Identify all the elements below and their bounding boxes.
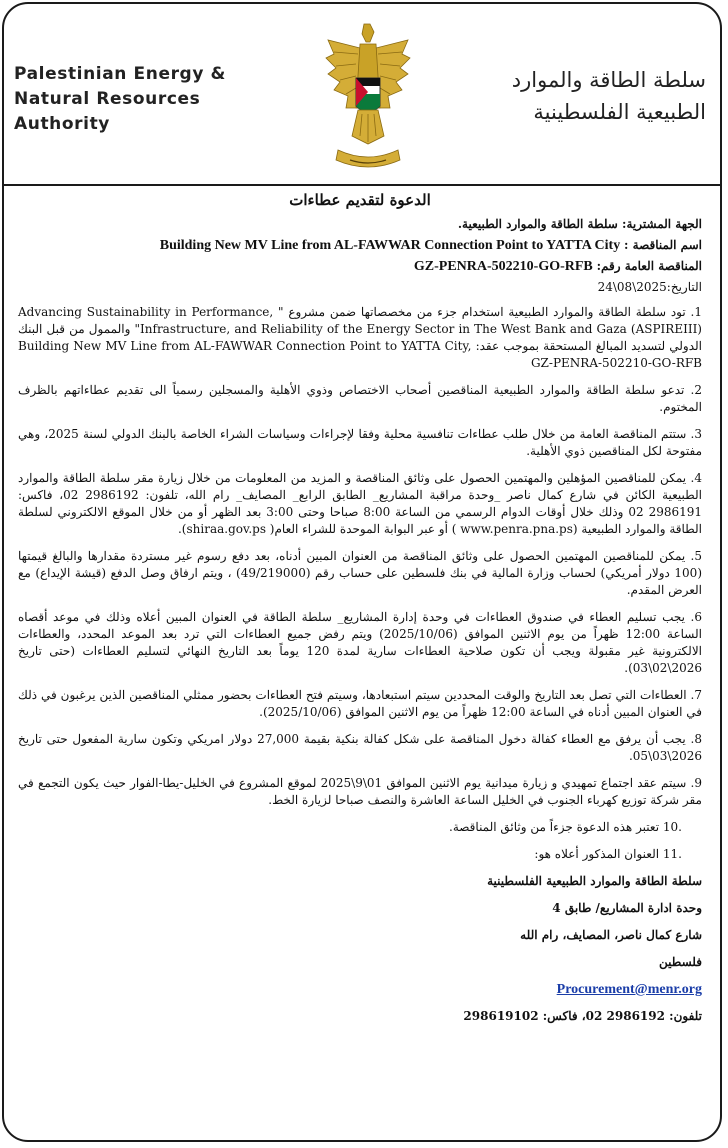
document-page <box>2 2 722 1142</box>
tender-number-line <box>18 258 702 275</box>
paragraph-10: .10 تعتبر هذه الدعوة جزءاً من وثائق المناقصة. <box>449 820 682 834</box>
letterhead <box>4 4 720 184</box>
tender-number-value: GZ-PENRA-502210-GO-RFB <box>413 259 593 274</box>
email-line <box>18 981 702 998</box>
buyer-line: الجهة المشترية: سلطة الطاقة والموارد الطبيعية. <box>457 217 702 231</box>
paragraph-3: 3. ستتم المناقصة العامة من خلال طلب عطاءات تنافسية محلية وفقا لإجراءات وسياسات الشراء الخاصة بالبنك الدولي لسنة 2025، وهي مفتوحة لكل المناقصين ذوي الأهلية. <box>18 427 702 458</box>
tender-notice-body <box>18 192 702 1035</box>
paragraph-5: 5. يمكن للمناقصين المهتمين الحصول على وثائق المناقصة من العنوان المبين أدناه، بعد دفع رسوم غير مستردة مقدارها والبالغ قيمتها (100 دولار أمريكي) لحساب وزارة المالية في بنك فلسطين على حساب رقم (49/219000) ، ويتم ارفاق وصل الدفع (قيشة الإيداع) مع العرض المقدم. <box>18 549 702 597</box>
tender-number-label: المناقصة العامة رقم: <box>596 259 702 273</box>
tender-name-value: Building New MV Line from AL-FAWWAR Connection Point to YATTA City <box>159 238 621 253</box>
address-line-2: وحدة ادارة المشاريع/ طابق 4 <box>552 901 702 915</box>
notice-title: الدعوة لتقديم عطاءات <box>289 191 431 209</box>
authority-name-english: Palestinian Energy & Natural Resources Authority <box>14 64 226 134</box>
tender-name-line <box>18 237 702 254</box>
address-line-3: شارع كمال ناصر، المصايف، رام الله <box>520 928 702 942</box>
paragraph-9: 9. سيتم عقد اجتماع تمهيدي و زيارة ميدانية يوم الاثنين الموافق 01\9\2025 لموقع المشروع في الخليل-يطا-الفوار حيث يكون التجمع في مقر شركة توزيع كهرباء الجنوب في الخليل الساعة العاشرة والنصف صباحا لزيارة الخط. <box>18 776 702 807</box>
paragraph-2: 2. تدعو سلطة الطاقة والموارد الطبيعية المناقصين أصحاب الاختصاص وذوي الأهلية والمسجلين رسمياً الى تقديم عطاءاتهم بالظرف المختوم. <box>18 383 702 414</box>
header-divider <box>4 184 720 186</box>
paragraph-7: 7. العطاءات التي تصل بعد التاريخ والوقت المحددين سيتم استبعادها، وسيتم فتح العطاءات بحضور ممثلي المناقصين الذين يرغبون في ذلك في العنوان المبين أدناه في الساعة 12:00 ظهراً من يوم الاثنين الموافق (2025/10/06). <box>18 688 702 719</box>
notice-date: التاريخ:2025\08\24 <box>597 280 702 294</box>
address-line-4: فلسطين <box>658 955 702 969</box>
phone-fax-line: تلفون: 2986192 02، فاكس: 298619102 <box>463 1009 702 1023</box>
address-line-1: سلطة الطاقة والموارد الطبيعية الفلسطينية <box>487 874 702 888</box>
paragraph-6: 6. يجب تسليم العطاء في صندوق العطاءات في وحدة إدارة المشاريع_ سلطة الطاقة في العنوان المبين أعلاه وذلك في موعد أقصاه الساعة 12:00 ظهراً من يوم الاثنين الموافق (2025/10/06) ويتم رفض جميع العطاءات التي ترد بعد الموعد المحدد، والعطاءات الالكترونية غير مقبولة ويجب أن تكون صلاحية العطاءات سارية لمدة 120 يوماً بعد التاريخ النهائي لتسليم العطاءات (حتى تاريخ 2026\02\03). <box>18 610 702 675</box>
paragraph-1: 1. تود سلطة الطاقة والموارد الطبيعية استخدام جزء من مخصصاتها ضمن مشروع " Advancing Sustainability in Performance, Infrastructure, and Reliability of the Energy Sector in The West Bank and Gaza (ASPIREIII)" والممول من قبل البنك الدولي لتسديد المبالغ المستحقة بموجب عقد: Building New MV Line from AL-FAWWAR Connection Point to YATTA City, GZ-PENRA-502210-GO-RFB <box>18 305 702 370</box>
paragraph-4: 4. يمكن للمناقصين المؤهلين والمهتمين الحصول على وثائق المناقصة و المزيد من المعلومات من خلال زيارة مقر سلطة الطاقة والموارد الطبيعية الكائن في شارع كمال ناصر _وحدة مراقبة المشاريع_ الطابق الرابع_ المصايف_ رام الله، تلفون: 2986192 02، فاكس: 2986191 02 وذلك خلال أوقات الدوام الرسمي من الساعة 8:00 صباحا وحتى 3:00 بعد الظهر أو من خلال الموقع الالكتروني لسلطة الطاقة والموارد الطبيعية (www.penra.pna.ps ) أو عبر البوابة الموحدة للشراء العام( shiraa.gov.ps). <box>18 471 703 536</box>
tender-name-label: اسم المناقصة : <box>624 238 702 252</box>
paragraph-11: .11 العنوان المذكور أعلاه هو: <box>534 847 682 861</box>
palestine-eagle-emblem-icon <box>320 18 416 180</box>
paragraph-8: 8. يجب أن يرفق مع العطاء كفالة دخول المناقصة على شكل كفالة بنكية بقيمة 27,000 دولار امريكي وتكون سارية المفعول حتى تاريخ 2026\03\05. <box>18 732 703 763</box>
authority-name-arabic: سلطة الطاقة والموارد الطبيعية الفلسطينية <box>511 68 706 124</box>
email-link[interactable]: Procurement@menr.org <box>556 982 702 997</box>
